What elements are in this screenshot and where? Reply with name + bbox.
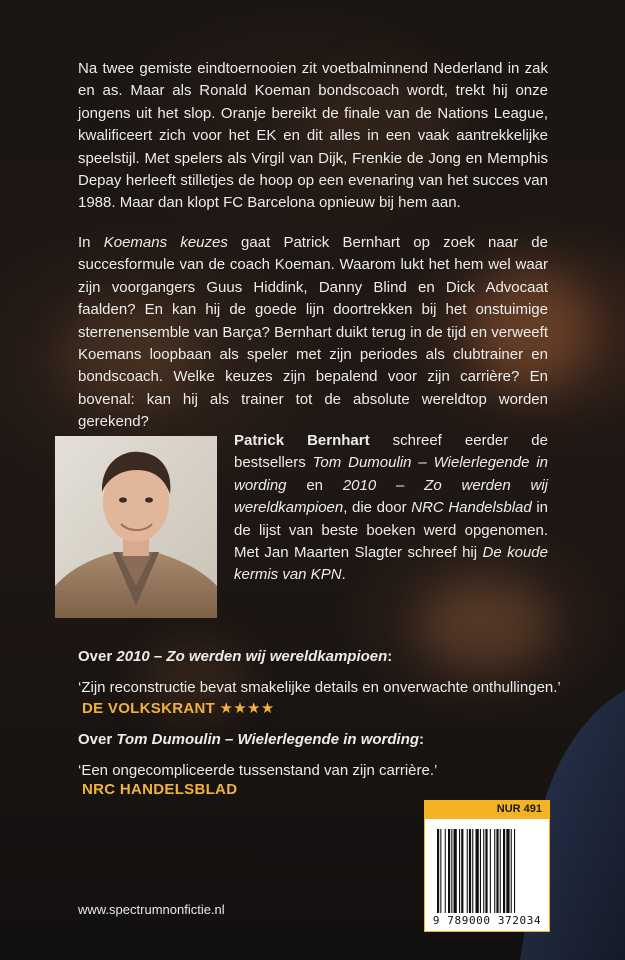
review-quote-1: ‘Zijn reconstructie bevat smakelijke details en onverwachte onthullingen.’ — [78, 679, 561, 696]
book-title: 2010 – Zo werden wij wereldkampioen — [234, 476, 548, 517]
review-book-title: Tom Dumoulin – Wielerlegende in wording — [116, 731, 420, 748]
nur-code-label: NUR 491 — [424, 800, 550, 818]
summary-paragraph-2 — [78, 232, 548, 434]
newspaper-name: NRC Handelsblad — [411, 499, 532, 517]
bio-text: schreef eerder de bestsellers — [234, 432, 548, 472]
bio-text: en — [286, 476, 343, 494]
review-book-title: 2010 – Zo werden wij wereldkampioen — [116, 648, 388, 665]
review-suffix: : — [387, 648, 393, 665]
review-source-1: DE VOLKSKRANT ★★★★ — [82, 700, 275, 717]
book-title: De koude kermis van KPN — [234, 544, 548, 584]
bokeh-light — [420, 580, 550, 670]
isbn-digits: 9 789000 372034 — [432, 914, 542, 927]
bio-text: . — [341, 566, 346, 584]
isbn-barcode — [424, 818, 550, 932]
book-title: Tom Dumoulin – Wielerlegende in wording — [234, 454, 548, 494]
summary-paragraph-1: Na twee gemiste eindtoernooien zit voetbalminnend Nederland in zak en as. Maar als Ronald Koeman bondscoach wordt, trekt hij onze jongens uit het slop. Oranje bereikt de finale van de Nations League, kwalificeert zich voor het EK en dit alles in een vaak aantrekkelijke speelstijl. Met spelers als Virgil van Dijk, Frenkie de Jong en Memphis Depay herleeft stilletjes de hoop op een evenaring van het succes van 1988. Maar dan klopt FC Barcelona opnieuw bij hem aan. — [78, 60, 548, 212]
review-suffix: : — [419, 731, 425, 748]
author-photo — [55, 436, 217, 618]
review-heading-2 — [78, 731, 424, 748]
bio-text: , die door — [343, 499, 412, 517]
bio-text: in de lijst van beste boeken werd opgenomen. Met Jan Maarten Slagter schreef hij — [234, 499, 549, 562]
review-source-2: NRC HANDELSBLAD — [82, 781, 238, 798]
barcode-bars — [437, 829, 539, 913]
review-heading-1 — [78, 648, 392, 665]
review-quote-2: ‘Een ongecompliceerde tussenstand van zijn carrière.’ — [78, 762, 438, 779]
author-bio — [234, 430, 548, 587]
review-prefix: Over — [78, 731, 117, 748]
paragraph-text: gaat Patrick Bernhart op zoek naar de succesformule van de coach Koeman. Waarom lukt het hem wel waar zijn voorgangers Guus Hiddink, Danny Blind en Dick Advocaat faalden? En kan hij de goede lijn doortrekken bij het onstuimige sterrenensemble van Barça? Bernhart duikt terug in de tijd en verweeft Koemans loopbaan als speler met zijn periodes als clubtrainer en bondscoach. Welke keuzes zijn bepalend voor zijn carrière? En bovenal: kan hij als trainer tot de absolute wereldtop worden gerekend? — [78, 234, 548, 431]
author-name: Patrick Bernhart — [234, 432, 370, 449]
publisher-website: www.spectrumnonfictie.nl — [78, 902, 225, 917]
paragraph-intro: In — [78, 234, 104, 251]
review-prefix: Over — [78, 648, 117, 665]
book-title: Koemans keuzes — [103, 234, 228, 251]
